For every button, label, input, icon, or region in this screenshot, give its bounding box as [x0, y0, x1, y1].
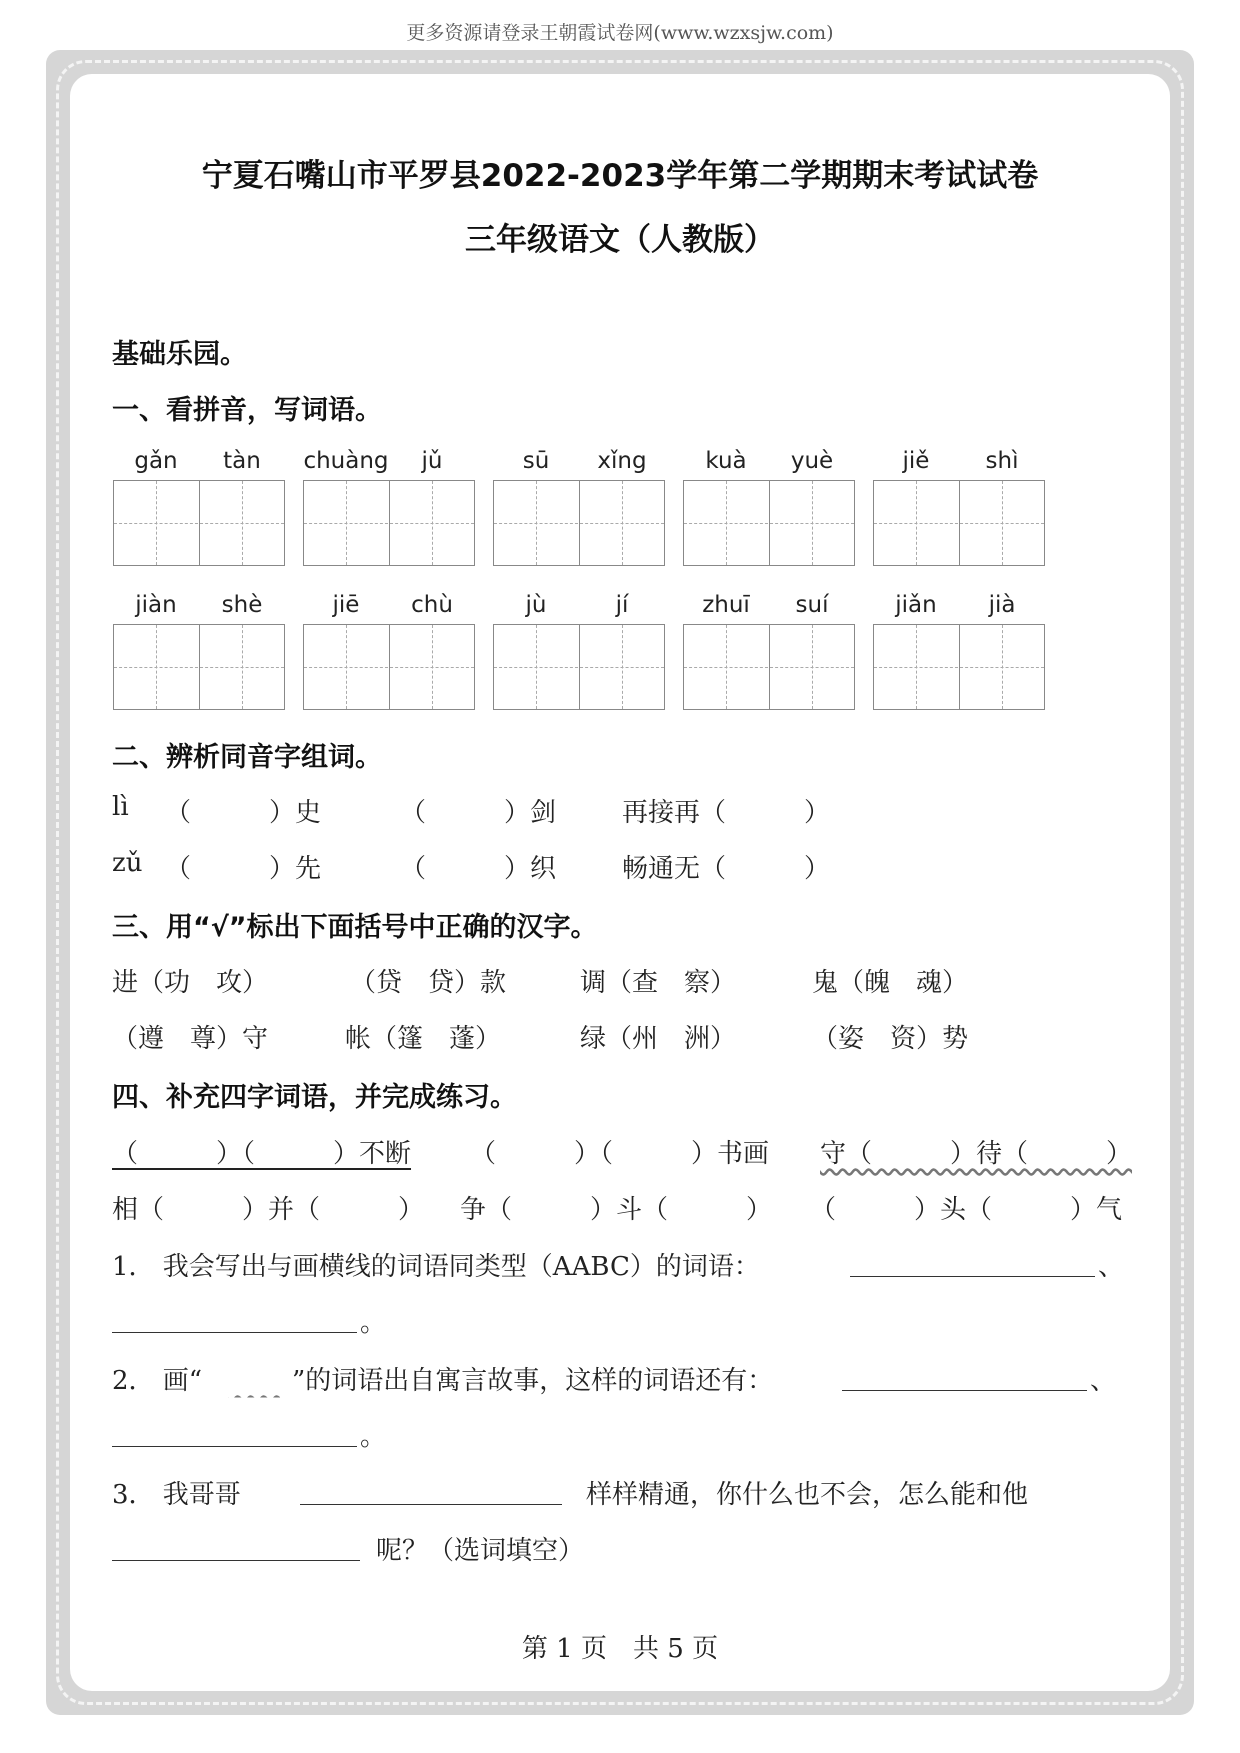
- pinyin: yuè: [790, 448, 834, 474]
- writing-grid-box[interactable]: [873, 480, 1045, 566]
- pinyin: jiàn: [135, 592, 177, 618]
- q2-blank[interactable]: （ ）史: [165, 798, 322, 828]
- writing-grid-box[interactable]: [493, 480, 665, 566]
- idiom-blank[interactable]: 争（ ）斗（ ）: [460, 1195, 773, 1225]
- writing-grid-box[interactable]: [113, 480, 285, 566]
- pinyin: sū: [522, 448, 550, 474]
- q2-blank[interactable]: （ ）先: [165, 854, 322, 884]
- q2-blank[interactable]: 再接再（ ）: [622, 798, 831, 828]
- q4-sub3-prompt-end: 呢？（选词填空）: [376, 1536, 585, 1566]
- period: 。: [360, 1308, 387, 1338]
- separator: 、: [1090, 1366, 1117, 1396]
- answer-blank[interactable]: [112, 1332, 357, 1333]
- q2-blank[interactable]: 畅通无（ ）: [622, 854, 831, 884]
- answer-blank[interactable]: [300, 1504, 562, 1505]
- q4-sub3-prompt-mid: 样样精通，你什么也不会，怎么能和他: [586, 1480, 1029, 1510]
- pinyin: jiǎn: [895, 592, 937, 618]
- idiom-blank[interactable]: 相（ ）并（ ）: [112, 1195, 425, 1225]
- q2-blank[interactable]: （ ）织: [400, 854, 557, 884]
- pinyin: jiě: [902, 448, 930, 474]
- answer-blank[interactable]: [112, 1446, 357, 1447]
- writing-grid-box[interactable]: [303, 624, 475, 710]
- exam-subtitle: 三年级语文（人教版）: [465, 222, 775, 258]
- q3-choice[interactable]: （遵 尊）守: [112, 1024, 269, 1054]
- idiom-blank[interactable]: （ ）头（ ）气: [810, 1195, 1123, 1225]
- idiom-wavy-underlined[interactable]: 守（ ）待（ ）: [820, 1139, 1133, 1169]
- pinyin: jǔ: [421, 448, 443, 474]
- writing-grid-box[interactable]: [683, 624, 855, 710]
- idiom-straight-underlined[interactable]: （ ）（ ）不断: [112, 1139, 412, 1169]
- pinyin: jià: [988, 592, 1016, 618]
- q4-sub2-prompt-start: 2． 画“: [112, 1366, 203, 1396]
- q4-sub2-prompt-end: ”的词语出自寓言故事，这样的词语还有：: [292, 1366, 774, 1396]
- q3-choice[interactable]: 帐（篷 蓬）: [345, 1024, 502, 1054]
- q2-heading: 二、辨析同音字组词。: [112, 742, 382, 773]
- pinyin: xǐng: [597, 448, 647, 474]
- q4-heading: 四、补充四字词语，并完成练习。: [112, 1082, 517, 1113]
- exam-title: 宁夏石嘴山市平罗县2022-2023学年第二学期期末考试试卷: [201, 158, 1039, 194]
- pinyin: jiē: [332, 592, 360, 618]
- q4-sub3-prompt-start: 3． 我哥哥: [112, 1480, 241, 1510]
- pinyin: zhuī: [702, 592, 750, 618]
- pinyin: suí: [795, 592, 829, 618]
- pinyin: jí: [615, 592, 629, 618]
- writing-grid-box[interactable]: [683, 480, 855, 566]
- answer-blank[interactable]: [850, 1276, 1095, 1277]
- source-note: 更多资源请登录王朝霞试卷网(www.wzxsjw.com): [406, 22, 834, 44]
- pinyin: shì: [985, 448, 1019, 474]
- q2-pinyin-2: zǔ: [112, 848, 143, 878]
- q3-choice[interactable]: 绿（州 洲）: [580, 1024, 737, 1054]
- idiom-blank[interactable]: （ ）（ ）书画: [470, 1139, 770, 1169]
- separator: 、: [1098, 1252, 1125, 1282]
- pinyin: gǎn: [134, 448, 178, 474]
- q3-choice[interactable]: （姿 资）势: [812, 1024, 969, 1054]
- wavy-line-sample: [228, 1360, 280, 1397]
- pinyin: tàn: [223, 448, 261, 474]
- q4-sub1-prompt: 1． 我会写出与画横线的词语同类型（AABC）的词语：: [112, 1252, 760, 1282]
- q3-heading: 三、用“√”标出下面括号中正确的汉字。: [112, 912, 598, 943]
- q3-choice[interactable]: （贷 贷）款: [350, 968, 507, 998]
- q2-pinyin-1: lì: [112, 792, 129, 822]
- page-number: 第 1 页 共 5 页: [521, 1634, 719, 1664]
- q3-choice[interactable]: 调（查 察）: [580, 968, 737, 998]
- answer-blank[interactable]: [112, 1560, 360, 1561]
- pinyin: chù: [411, 592, 453, 618]
- writing-grid-box[interactable]: [493, 624, 665, 710]
- q3-choice[interactable]: 进（功 攻）: [112, 968, 269, 998]
- writing-grid-box[interactable]: [113, 624, 285, 710]
- answer-blank[interactable]: [842, 1390, 1087, 1391]
- pinyin: jù: [525, 592, 547, 618]
- writing-grid-box[interactable]: [303, 480, 475, 566]
- section-intro: 基础乐园。: [112, 339, 247, 370]
- q3-choice[interactable]: 鬼（魄 魂）: [812, 968, 969, 998]
- pinyin: chuàng: [303, 448, 389, 474]
- pinyin: kuà: [705, 448, 747, 474]
- q2-blank[interactable]: （ ）剑: [400, 798, 557, 828]
- period: 。: [360, 1422, 387, 1452]
- q1-heading: 一、看拼音，写词语。: [112, 395, 382, 426]
- pinyin: shè: [221, 592, 263, 618]
- writing-grid-box[interactable]: [873, 624, 1045, 710]
